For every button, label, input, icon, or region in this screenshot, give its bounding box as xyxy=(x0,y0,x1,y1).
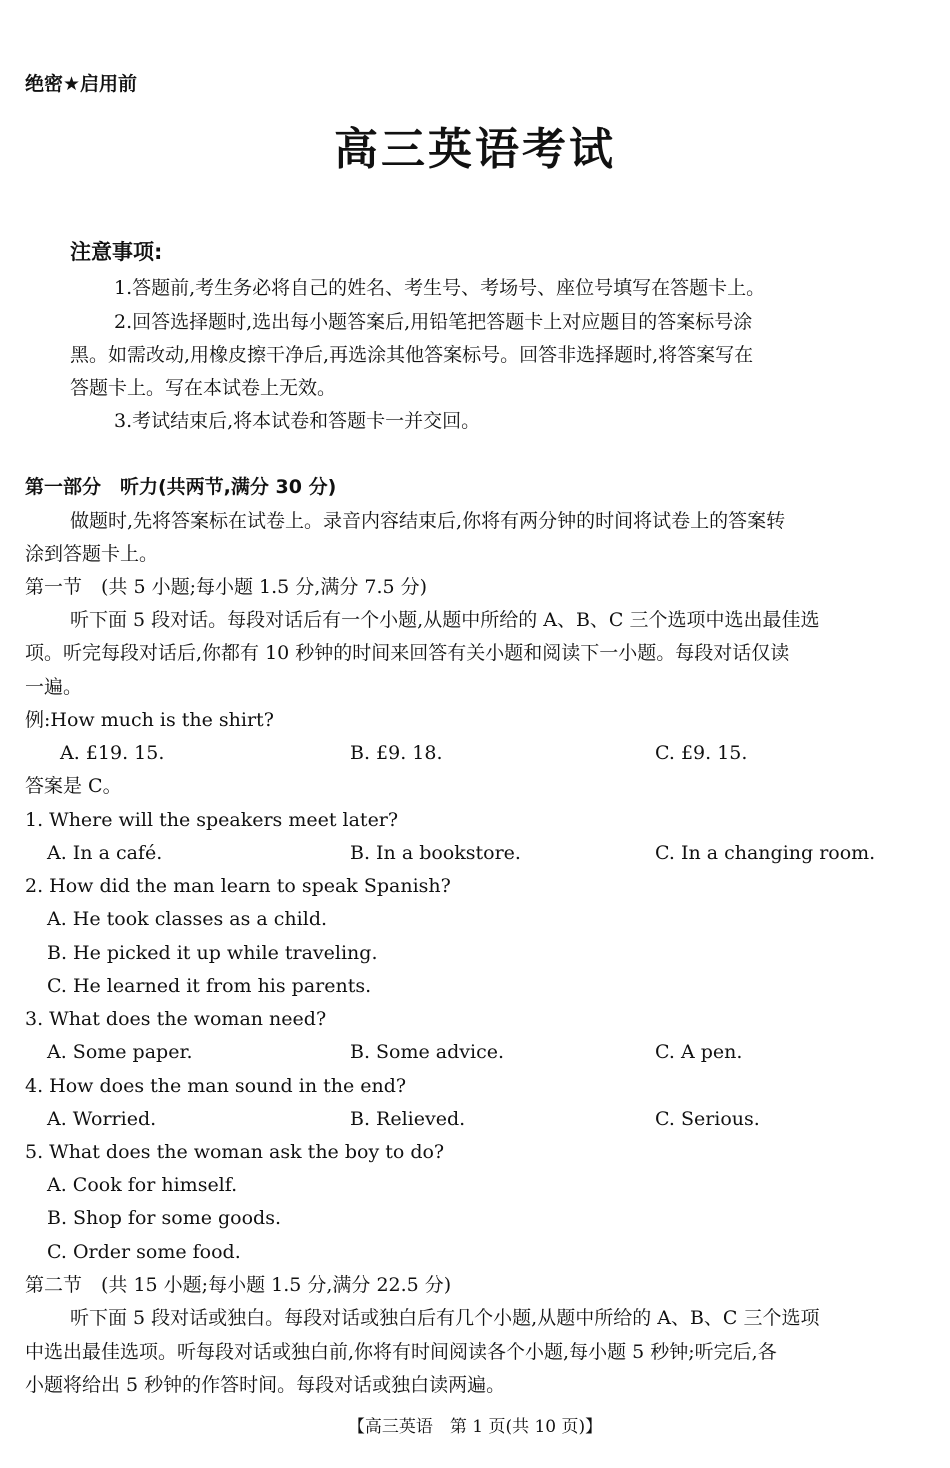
question-5-option-b: B. Shop for some goods. xyxy=(47,1207,282,1229)
part1-heading: 第一部分 听力(共两节,满分 30 分) xyxy=(25,476,337,498)
question-4-option-c: C. Serious. xyxy=(655,1108,760,1130)
question-5: 5. What does the woman ask the boy to do? xyxy=(25,1141,445,1163)
question-2-option-c: C. He learned it from his parents. xyxy=(47,975,372,997)
notice-item-2-line-3: 答题卡上。写在本试卷上无效。 xyxy=(70,377,337,399)
section1-intro-line-3: 一遍。 xyxy=(25,676,83,698)
part1-intro-line-2: 涂到答题卡上。 xyxy=(25,543,159,565)
page-footer: 【高三英语 第 1 页(共 10 页)】 xyxy=(347,1417,603,1437)
section2-intro-line-3: 小题将给出 5 秒钟的作答时间。每段对话或独白读两遍。 xyxy=(25,1374,506,1396)
example-option-c: C. £9. 15. xyxy=(655,742,748,764)
page-title: 高三英语考试 xyxy=(334,124,616,175)
question-2: 2. How did the man learn to speak Spanish? xyxy=(25,875,451,897)
question-4-option-a: A. Worried. xyxy=(47,1108,157,1130)
section2-intro-line-1: 听下面 5 段对话或独白。每段对话或独白后有几个小题,从题中所给的 A、B、C 三个选项 xyxy=(70,1307,820,1329)
notice-item-2-line-1: 2.回答选择题时,选出每小题答案后,用铅笔把答题卡上对应题目的答案标号涂 xyxy=(114,311,753,333)
example-option-a: A. £19. 15. xyxy=(60,742,165,764)
question-3-option-c: C. A pen. xyxy=(655,1041,743,1063)
question-3-option-a: A. Some paper. xyxy=(47,1041,193,1063)
section2-intro-line-2: 中选出最佳选项。听每段对话或独白前,你将有时间阅读各个小题,每小题 5 秒钟;听完后,各 xyxy=(25,1341,777,1363)
question-5-option-a: A. Cook for himself. xyxy=(47,1174,238,1196)
question-4-option-b: B. Relieved. xyxy=(350,1108,466,1130)
section1-heading: 第一节 (共 5 小题;每小题 1.5 分,满分 7.5 分) xyxy=(25,576,428,598)
question-5-option-c: C. Order some food. xyxy=(47,1241,241,1263)
section1-intro-line-2: 项。听完每段对话后,你都有 10 秒钟的时间来回答有关小题和阅读下一小题。每段对话仅读 xyxy=(25,642,790,664)
question-2-option-a: A. He took classes as a child. xyxy=(47,908,328,930)
question-1-option-c: C. In a changing room. xyxy=(655,842,876,864)
notice-item-2-line-2: 黑。如需改动,用橡皮擦干净后,再选涂其他答案标号。回答非选择题时,将答案写在 xyxy=(70,344,754,366)
question-4: 4. How does the man sound in the end? xyxy=(25,1075,407,1097)
notice-item-1: 1.答题前,考生务必将自己的姓名、考生号、考场号、座位号填写在答题卡上。 xyxy=(114,277,766,299)
section1-intro-line-1: 听下面 5 段对话。每段对话后有一个小题,从题中所给的 A、B、C 三个选项中选出最佳选 xyxy=(70,609,820,631)
example-option-b: B. £9. 18. xyxy=(350,742,443,764)
question-1-option-b: B. In a bookstore. xyxy=(350,842,521,864)
example-answer: 答案是 C。 xyxy=(25,775,122,797)
question-1-option-a: A. In a café. xyxy=(47,842,163,864)
notice-heading: 注意事项: xyxy=(70,240,163,264)
question-2-option-b: B. He picked it up while traveling. xyxy=(47,942,378,964)
question-1: 1. Where will the speakers meet later? xyxy=(25,809,399,831)
notice-item-3: 3.考试结束后,将本试卷和答题卡一并交回。 xyxy=(114,410,481,432)
question-3-option-b: B. Some advice. xyxy=(350,1041,505,1063)
classification-label: 绝密★启用前 xyxy=(25,73,138,95)
question-3: 3. What does the woman need? xyxy=(25,1008,327,1030)
example-question: 例:How much is the shirt? xyxy=(25,709,274,731)
part1-intro-line-1: 做题时,先将答案标在试卷上。录音内容结束后,你将有两分钟的时间将试卷上的答案转 xyxy=(70,510,786,532)
section2-heading: 第二节 (共 15 小题;每小题 1.5 分,满分 22.5 分) xyxy=(25,1274,452,1296)
